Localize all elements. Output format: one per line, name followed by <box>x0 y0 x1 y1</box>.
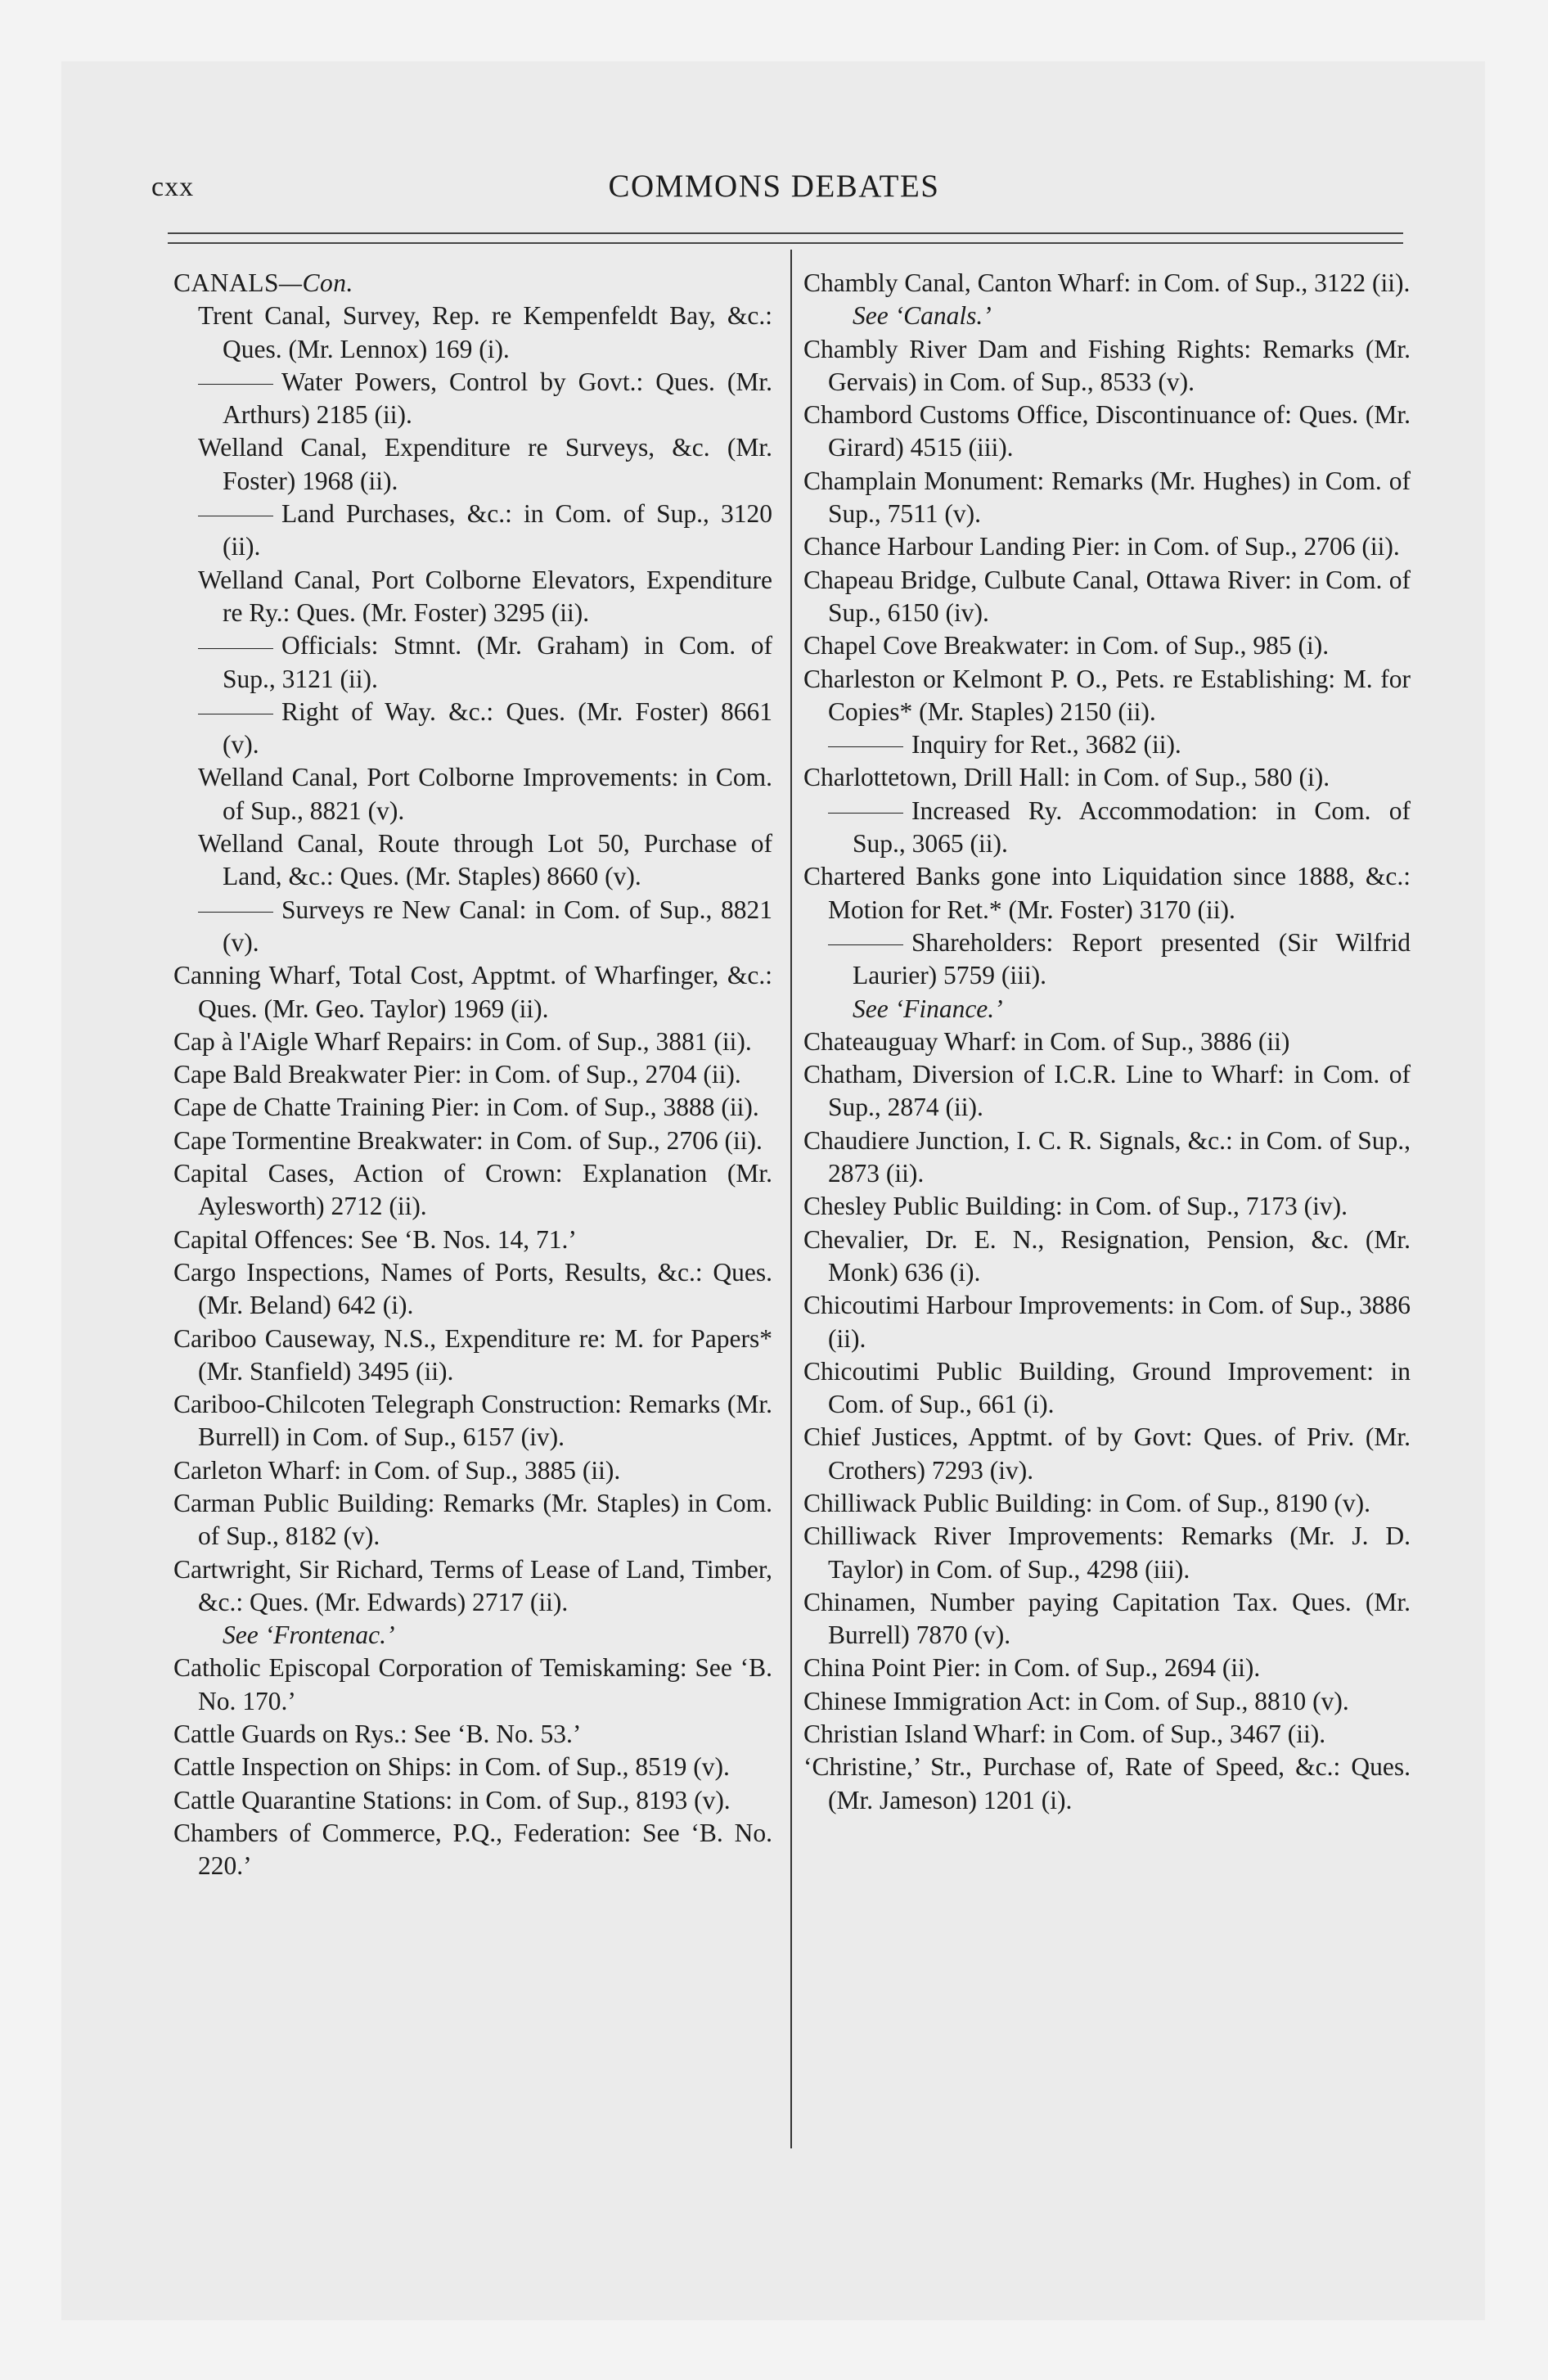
index-entry <box>173 959 772 1025</box>
index-entry <box>803 465 1411 531</box>
entry-text: Cape Bald Breakwater Pier: in Com. of Sup., 2704 (ii). <box>173 1060 741 1089</box>
ditto-dash <box>828 746 903 747</box>
entry-text: Inquiry for Ret., 3682 (ii). <box>911 730 1181 760</box>
index-entry <box>173 1256 772 1323</box>
entry-text: Cariboo Causeway, N.S., Expenditure re: M. for Papers* (Mr. Stanfield) 3495 (ii). <box>173 1323 772 1386</box>
index-entry <box>803 564 1411 630</box>
ditto-dash <box>198 384 273 385</box>
page-number: cxx <box>151 172 195 202</box>
entry-text: Officials: Stmnt. (Mr. Graham) in Com. of Sup., 3121 (ii). <box>223 631 772 693</box>
entry-text: Cap à l'Aigle Wharf Repairs: in Com. of Sup., 3881 (ii). <box>173 1026 752 1056</box>
index-entry <box>173 1454 772 1487</box>
entry-text: Chilliwack River Improvements: Remarks (Mr. J. D. Taylor) in Com. of Sup., 4298 (iii). <box>803 1521 1411 1584</box>
entry-text: Chief Justices, Apptmt. of by Govt: Ques. of Priv. (Mr. Crothers) 7293 (iv). <box>803 1422 1411 1485</box>
index-entry <box>173 300 772 366</box>
index-entry <box>803 267 1411 300</box>
index-entry <box>173 1784 772 1817</box>
left-column <box>173 267 772 1883</box>
entry-text: Welland Canal, Port Colborne Improvements: in Com. of Sup., 8821 (v). <box>198 763 772 825</box>
index-subentry <box>803 728 1411 761</box>
section-heading-text: CANALS <box>173 268 280 297</box>
index-entry <box>803 1487 1411 1520</box>
index-entry <box>173 1224 772 1256</box>
index-entry <box>803 530 1411 563</box>
index-subentry <box>803 926 1411 993</box>
entry-text: Cargo Inspections, Names of Ports, Results, &c.: Ques. (Mr. Beland) 642 (i). <box>173 1257 772 1320</box>
entry-text: Chance Harbour Landing Pier: in Com. of Sup., 2706 (ii). <box>803 532 1400 561</box>
entry-text: Cattle Quarantine Stations: in Com. of Sup., 8193 (v). <box>173 1785 731 1814</box>
header-rule-bottom <box>168 242 1403 244</box>
index-entry <box>803 1751 1411 1817</box>
index-entry <box>173 1025 772 1058</box>
index-entry <box>803 1520 1411 1586</box>
entry-text: Cape Tormentine Breakwater: in Com. of Sup., 2706 (ii). <box>173 1125 763 1155</box>
entry-text: Welland Canal, Route through Lot 50, Purchase of Land, &c.: Ques. (Mr. Staples) 8660 (v). <box>198 829 772 891</box>
section-heading-suffix: —Con. <box>279 268 353 297</box>
index-entry <box>803 1025 1411 1058</box>
left-entries <box>173 300 772 1882</box>
index-entry <box>173 827 772 894</box>
entry-text: Chapeau Bridge, Culbute Canal, Ottawa River: in Com. of Sup., 6150 (iv). <box>803 565 1411 627</box>
ditto-dash <box>198 648 273 649</box>
see-reference: See ‘Canals.’ <box>853 301 992 331</box>
index-entry <box>173 1751 772 1783</box>
entry-text: Trent Canal, Survey, Rep. re Kempenfeldt Bay, &c.: Ques. (Mr. Lennox) 169 (i). <box>198 301 772 363</box>
entry-text: Water Powers, Control by Govt.: Ques. (Mr. Arthurs) 2185 (ii). <box>223 367 772 430</box>
entry-text: Chaudiere Junction, I. C. R. Signals, &c.: in Com. of Sup., 2873 (ii). <box>803 1125 1411 1188</box>
index-subentry <box>173 894 772 960</box>
right-entries <box>803 267 1411 1817</box>
ditto-dash <box>198 912 273 913</box>
entry-text: Chateauguay Wharf: in Com. of Sup., 3886 (ii) <box>803 1026 1290 1056</box>
entry-text: Cariboo-Chilcoten Telegraph Construction: Remarks (Mr. Burrell) in Com. of Sup., 6157 (iv). <box>173 1390 772 1452</box>
entry-text: Capital Cases, Action of Crown: Explanation (Mr. Aylesworth) 2712 (ii). <box>173 1159 772 1221</box>
index-subentry <box>173 498 772 564</box>
index-entry <box>173 1487 772 1553</box>
index-entry <box>803 1718 1411 1751</box>
index-entry <box>173 1718 772 1751</box>
index-subentry <box>173 696 772 762</box>
ditto-dash <box>828 944 903 945</box>
index-subentry <box>803 795 1411 861</box>
entry-text: Chevalier, Dr. E. N., Resignation, Pension, &c. (Mr. Monk) 636 (i). <box>803 1224 1411 1287</box>
entry-text: Chatham, Diversion of I.C.R. Line to Wharf: in Com. of Sup., 2874 (ii). <box>803 1060 1411 1122</box>
index-entry <box>803 629 1411 662</box>
section-heading <box>173 267 772 300</box>
index-entry <box>803 1289 1411 1355</box>
entry-text: Increased Ry. Accommodation: in Com. of Sup., 3065 (ii). <box>853 796 1411 859</box>
entry-text: Carleton Wharf: in Com. of Sup., 3885 (ii). <box>173 1455 621 1485</box>
index-entry <box>803 1224 1411 1290</box>
index-entry <box>173 1323 772 1389</box>
entry-text: Chicoutimi Public Building, Ground Improvement: in Com. of Sup., 661 (i). <box>803 1356 1411 1419</box>
header-rule-top <box>168 232 1403 234</box>
index-entry <box>173 1058 772 1091</box>
entry-text: Chilliwack Public Building: in Com. of Sup., 8190 (v). <box>803 1488 1370 1517</box>
ditto-dash <box>828 813 903 814</box>
entry-text: Welland Canal, Port Colborne Elevators, Expenditure re Ry.: Ques. (Mr. Foster) 3295 (ii). <box>198 565 772 627</box>
entry-text: Land Purchases, &c.: in Com. of Sup., 3120 (ii). <box>223 499 772 561</box>
index-entry <box>803 1421 1411 1487</box>
entry-text: ‘Christine,’ Str., Purchase of, Rate of Speed, &c.: Ques. (Mr. Jameson) 1201 (i). <box>803 1752 1411 1814</box>
entry-text: Welland Canal, Expenditure re Surveys, &c. (Mr. Foster) 1968 (ii). <box>198 433 772 495</box>
entry-text: Chicoutimi Harbour Improvements: in Com. of Sup., 3886 (ii). <box>803 1291 1411 1353</box>
index-entry <box>173 1157 772 1224</box>
index-entry <box>803 1685 1411 1718</box>
index-entry <box>173 1817 772 1883</box>
entry-text: Right of Way. &c.: Ques. (Mr. Foster) 8661 (v). <box>223 696 772 760</box>
index-entry <box>803 1652 1411 1684</box>
entry-text: Carman Public Building: Remarks (Mr. Staples) in Com. of Sup., 8182 (v). <box>173 1488 772 1551</box>
entry-text: Cape de Chatte Training Pier: in Com. of Sup., 3888 (ii). <box>173 1093 759 1122</box>
see-reference: See ‘Finance.’ <box>853 994 1003 1023</box>
index-entry <box>173 564 772 630</box>
page-title: COMMONS DEBATES <box>608 169 940 204</box>
entry-text: Surveys re New Canal: in Com. of Sup., 8821 (v). <box>223 895 772 957</box>
entry-text: Canning Wharf, Total Cost, Apptmt. of Wharfinger, &c.: Ques. (Mr. Geo. Taylor) 1969 (ii). <box>173 961 772 1023</box>
index-entry <box>173 1652 772 1718</box>
index-subentry <box>173 629 772 696</box>
entry-text: Cattle Inspection on Ships: in Com. of Sup., 8519 (v). <box>173 1752 730 1782</box>
index-entry <box>803 1058 1411 1125</box>
index-entry <box>173 761 772 827</box>
entry-text: Chinamen, Number paying Capitation Tax. Ques. (Mr. Burrell) 7870 (v). <box>803 1587 1411 1650</box>
entry-text: Cattle Guards on Rys.: See ‘B. No. 53.’ <box>173 1720 582 1749</box>
entry-text: Charleston or Kelmont P. O., Pets. re Establishing: M. for Copies* (Mr. Staples) 2150 (ii). <box>803 664 1411 726</box>
entry-text: China Point Pier: in Com. of Sup., 2694 (ii). <box>803 1653 1261 1683</box>
entry-text: Chinese Immigration Act: in Com. of Sup., 8810 (v). <box>803 1686 1349 1715</box>
entry-text: Chambly River Dam and Fishing Rights: Remarks (Mr. Gervais) in Com. of Sup., 8533 (v). <box>803 334 1411 396</box>
entry-text: Chambers of Commerce, P.Q., Federation: See ‘B. No. 220.’ <box>173 1818 772 1881</box>
index-entry <box>173 1553 772 1620</box>
index-entry <box>173 1388 772 1454</box>
entry-text: Christian Island Wharf: in Com. of Sup., 3467 (ii). <box>803 1720 1326 1749</box>
index-entry <box>803 761 1411 794</box>
see-reference: See ‘Frontenac.’ <box>223 1620 395 1650</box>
index-entry <box>803 1355 1411 1422</box>
entry-text: Chapel Cove Breakwater: in Com. of Sup., 985 (i). <box>803 631 1330 660</box>
index-entry <box>803 333 1411 399</box>
entry-text: Shareholders: Report presented (Sir Wilfrid Laurier) 5759 (iii). <box>853 927 1411 990</box>
entry-text: Charlottetown, Drill Hall: in Com. of Sup., 580 (i). <box>803 763 1330 792</box>
entry-text: Chambord Customs Office, Discontinuance of: Ques. (Mr. Girard) 4515 (iii). <box>803 400 1411 462</box>
index-entry <box>803 663 1411 729</box>
index-entry <box>173 1125 772 1157</box>
index-entry <box>803 399 1411 465</box>
entry-text: Champlain Monument: Remarks (Mr. Hughes) in Com. of Sup., 7511 (v). <box>803 466 1411 529</box>
right-column <box>803 267 1411 1817</box>
index-entry <box>803 1190 1411 1223</box>
entry-text: Chambly Canal, Canton Wharf: in Com. of Sup., 3122 (ii). <box>803 268 1411 297</box>
entry-text: Cartwright, Sir Richard, Terms of Lease of Land, Timber, &c.: Ques. (Mr. Edwards) 2717 (ii). <box>173 1554 772 1616</box>
index-entry <box>803 1125 1411 1191</box>
column-divider <box>790 250 792 2148</box>
entry-text: Chesley Public Building: in Com. of Sup., 7173 (iv). <box>803 1192 1348 1221</box>
entry-text: Catholic Episcopal Corporation of Temiskaming: See ‘B. No. 170.’ <box>173 1653 772 1715</box>
index-entry <box>803 1586 1411 1652</box>
entry-text: Chartered Banks gone into Liquidation since 1888, &c.: Motion for Ret.* (Mr. Foster) 3170 (ii). <box>803 862 1411 924</box>
index-subentry <box>173 366 772 432</box>
index-entry <box>173 1091 772 1124</box>
index-entry <box>173 431 772 498</box>
index-entry <box>803 860 1411 926</box>
entry-text: Capital Offences: See ‘B. Nos. 14, 71.’ <box>173 1224 577 1254</box>
